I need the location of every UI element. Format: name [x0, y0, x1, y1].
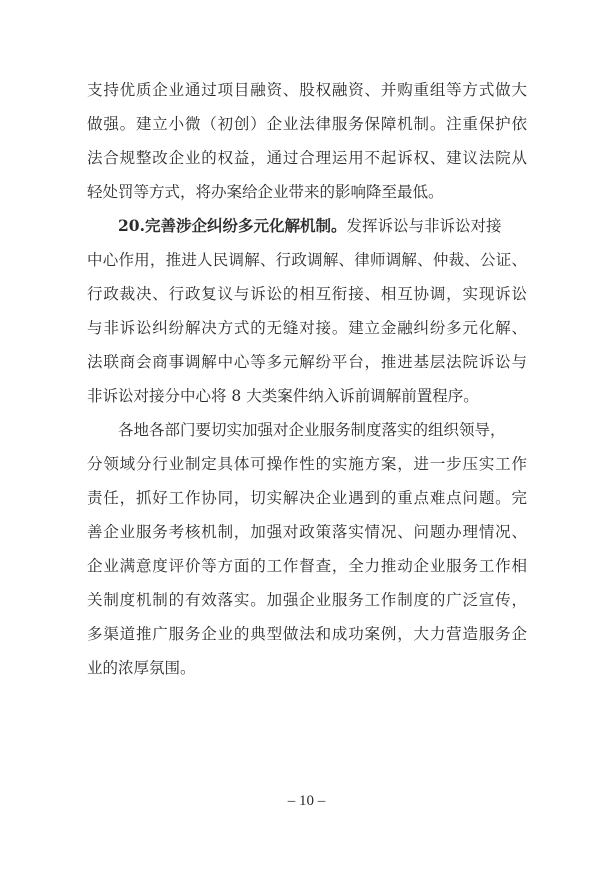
paragraph-3-line-3: 责任，抓好工作协同，切实解决企业遇到的重点难点问题。完 [87, 489, 527, 507]
section-heading: 20.完善涉企纠纷多元化解机制。 [118, 216, 347, 235]
page-number: – 10 – [287, 793, 326, 809]
paragraph-1-line-4: 轻处罚等方式，将办案给企业带来的影响降至最低。 [87, 183, 444, 201]
paragraph-3-line-1: 各地各部门要切实加强对企业服务制度落实的组织领导， [118, 421, 506, 439]
paragraph-2-line-5: 法联商会商事调解中心等多元解纷平台，推进基层法院诉讼与 [87, 353, 527, 371]
paragraph-3-line-5: 企业满意度评价等方面的工作督查，全力推动企业服务工作相 [87, 557, 527, 575]
paragraph-2-line-2: 中心作用，推进人民调解、行政调解、律师调解、仲裁、公证、 [87, 251, 527, 269]
paragraph-1-line-2: 做强。建立小微（初创）企业法律服务保障机制。注重保护依 [87, 115, 527, 133]
paragraph-2-line-3: 行政裁决、行政复议与诉讼的相互衔接、相互协调，实现诉讼 [87, 285, 527, 303]
paragraph-1-line-3: 法合规整改企业的权益，通过合理运用不起诉权、建议法院从 [87, 149, 527, 167]
paragraph-3-line-4: 善企业服务考核机制，加强对政策落实情况、问题办理情况、 [87, 523, 527, 541]
paragraph-1-line-1: 支持优质企业通过项目融资、股权融资、并购重组等方式做大 [87, 81, 527, 99]
paragraph-3-line-2: 分领域分行业制定具体可操作性的实施方案，进一步压实工作 [87, 455, 527, 473]
paragraph-2-line-4: 与非诉讼纠纷解决方式的无缝对接。建立金融纠纷多元化解、 [87, 319, 527, 337]
paragraph-3-line-8: 业的浓厚氛围。 [87, 659, 196, 677]
paragraph-2-line-1 [118, 212, 527, 240]
paragraph-2-line-6: 非诉讼对接分中心将 8 大类案件纳入诉前调解前置程序。 [87, 387, 479, 405]
paragraph-3-line-7: 多渠道推广服务企业的典型做法和成功案例，大力营造服务企 [87, 625, 527, 643]
paragraph-3-line-6: 关制度机制的有效落实。加强企业服务工作制度的广泛宣传， [87, 591, 527, 609]
paragraph-2-line-1-text: 发挥诉讼与非诉讼对接 [346, 217, 502, 235]
